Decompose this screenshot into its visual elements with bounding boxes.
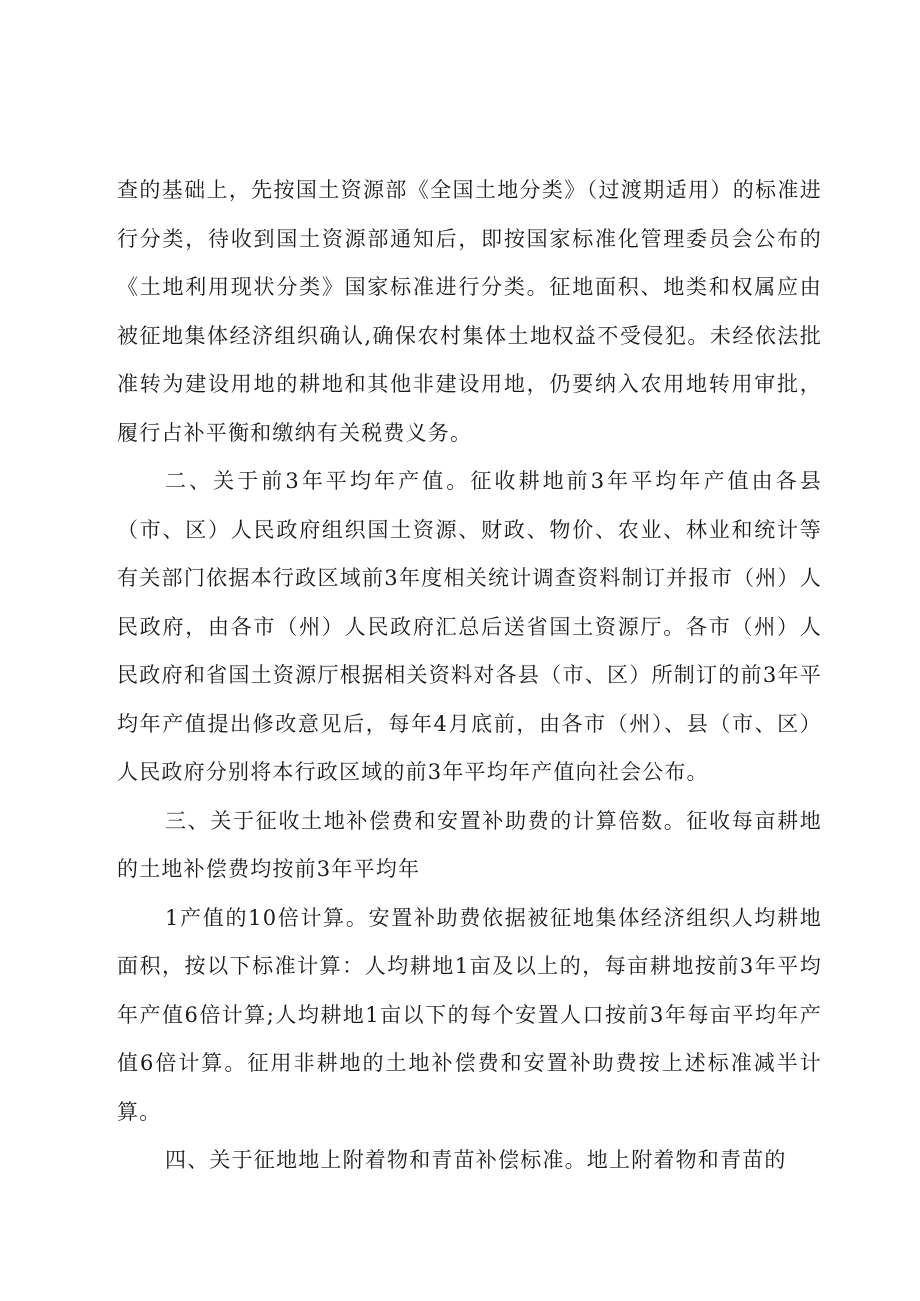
paragraph-resettlement-subsidy: 1产值的10倍计算。安置补助费依据被征地集体经济组织人均耕地面积，按以下标准计算：人均耕地1亩及以上的，每亩耕地按前3年平均年产值6倍计算;人均耕地1亩以下的每个安置人口按前3年每亩平均年产值6倍计算。征用非耕地的土地补偿费和安置补助费按上述标准减半计算。 <box>117 905 822 1124</box>
paragraph-attachments-crops: 四、关于征地地上附着物和青苗补偿标准。地上附着物和青苗的 <box>165 1148 787 1172</box>
document-body <box>117 166 822 1185</box>
paragraph-land-classification: 查的基础上，先按国土资源部《全国土地分类》（过渡期适用）的标准进行分类，待收到国土资源部通知后，即按国家标准化管理委员会公布的《土地利用现状分类》国家标准进行分类。征地面积、地类和权属应由被征地集体经济组织确认,确保农村集体土地权益不受侵犯。未经依法批准转为建设用地的耕地和其他非建设用地，仍要纳入农用地转用审批，履行占补平衡和缴纳有关税费义务。 <box>117 178 822 445</box>
paragraph-compensation-multiplier: 三、关于征收土地补偿费和安置补助费的计算倍数。征收每亩耕地的土地补偿费均按前3年平均年 <box>117 808 822 881</box>
paragraph-annual-output-value: 二、关于前3年平均年产值。征收耕地前3年平均年产值由各县（市、区）人民政府组织国土资源、财政、物价、农业、林业和统计等有关部门依据本行政区域前3年度相关统计调查资料制订并报市（州）人民政府，由各市（州）人民政府汇总后送省国土资源厅。各市（州）人民政府和省国土资源厅根据相关资料对各县（市、区）所制订的前3年平均年产值提出修改意见后，每年4月底前，由各市（州）、县（市、区）人民政府分别将本行政区域的前3年平均年产值向社会公布。 <box>117 469 822 784</box>
